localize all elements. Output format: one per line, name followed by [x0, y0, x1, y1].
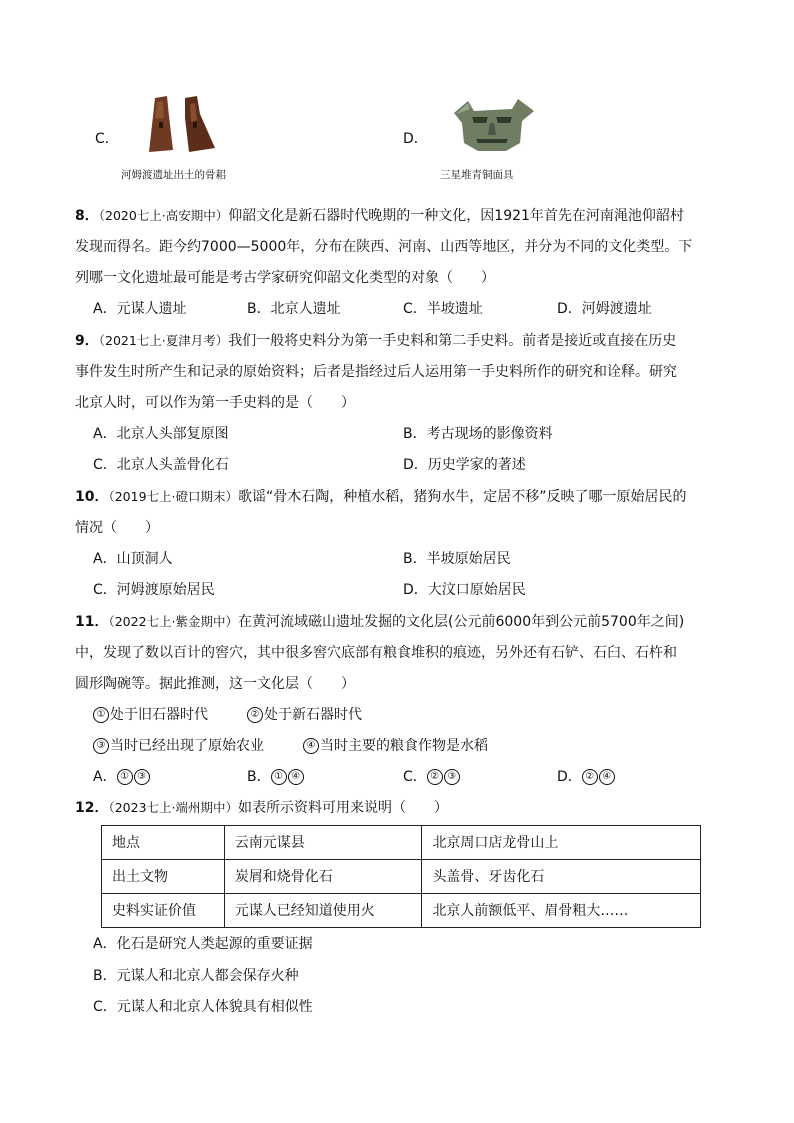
q10-option-b[interactable]: B．半坡原始居民: [403, 551, 511, 567]
circled-number: ②: [582, 769, 598, 785]
circled-number: ①: [93, 707, 109, 723]
q11-option-b[interactable]: [247, 767, 305, 787]
option-c-caption: 河姆渡遗址出土的骨耜: [121, 169, 226, 181]
q9-option-a[interactable]: A．北京人头部复原图: [93, 426, 229, 442]
bone-spade-image: [145, 92, 225, 156]
table-cell: 地点: [102, 826, 225, 860]
question-11-line-3: 圆形陶碗等。据此推测，这一文化层（ ）: [75, 676, 355, 692]
q10-option-a[interactable]: A．山顶洞人: [93, 551, 173, 567]
question-11-line-1: [75, 612, 684, 632]
option-label: C．: [403, 769, 427, 785]
q10-option-d[interactable]: D．大汶口原始居民: [403, 582, 526, 598]
table-cell: 元谋人已经知道使用火: [224, 894, 422, 928]
evidence-table: [101, 825, 701, 928]
q9-option-c[interactable]: C．北京人头盖骨化石: [93, 457, 229, 473]
question-9-line-1: [75, 331, 676, 351]
q10-option-c[interactable]: C．河姆渡原始居民: [93, 582, 215, 598]
question-number: 9．: [75, 333, 99, 349]
circled-number: ③: [93, 738, 109, 754]
circled-number: ③: [134, 769, 150, 785]
question-text: 歌谣“骨木石陶，种植水稻，猪狗水牛，定居不移”反映了哪一原始居民的: [238, 489, 687, 505]
q11-item-4: [303, 736, 488, 756]
circled-number: ④: [303, 738, 319, 754]
circled-number: ④: [599, 769, 615, 785]
table-cell: 北京周口店龙骨山上: [422, 826, 701, 860]
circled-number: ③: [444, 769, 460, 785]
question-text: 如表所示资料可用来说明（ ）: [238, 800, 449, 816]
q11-option-a[interactable]: [93, 767, 151, 787]
circled-number: ④: [288, 769, 304, 785]
question-source: （2020七上·高安期中）: [98, 208, 229, 223]
question-number: 11．: [75, 614, 109, 630]
question-8-line-1: [75, 206, 684, 226]
question-text: 在黄河流域磁山遗址发掘的文化层(公元前6000年到公元前5700年之间): [238, 614, 685, 630]
question-number: 12．: [75, 800, 109, 816]
bronze-mask-image: [448, 93, 538, 155]
item-text: 当时已经出现了原始农业: [110, 738, 264, 754]
q8-option-a[interactable]: A．元谋人遗址: [93, 301, 187, 317]
q8-option-b[interactable]: B．北京人遗址: [247, 301, 341, 317]
q11-item-3: [93, 736, 264, 756]
q11-item-2: [247, 705, 362, 725]
option-label: A．: [93, 769, 117, 785]
question-number: 10．: [75, 489, 109, 505]
table-cell: 头盖骨、牙齿化石: [422, 860, 701, 894]
table-cell: 史料实证价值: [102, 894, 225, 928]
q12-option-b[interactable]: B．元谋人和北京人都会保存火种: [93, 968, 299, 984]
q12-option-c[interactable]: C．元谋人和北京人体貌具有相似性: [93, 999, 313, 1015]
table-row: [102, 894, 701, 928]
option-c-label: C．: [95, 131, 119, 147]
question-9-line-3: 北京人时，可以作为第一手史料的是（ ）: [75, 395, 355, 411]
q8-option-d[interactable]: D．河姆渡遗址: [557, 301, 652, 317]
table-row: [102, 826, 701, 860]
question-text: 仰韶文化是新石器时代晚期的一种文化，因1921年首先在河南渑池仰韶村: [228, 208, 684, 224]
question-source: （2022七上·紫金期中）: [108, 614, 239, 629]
q9-option-d[interactable]: D．历史学家的著述: [403, 457, 526, 473]
item-text: 处于旧石器时代: [110, 707, 208, 723]
circled-number: ①: [271, 769, 287, 785]
question-source: （2019七上·磴口期末）: [108, 489, 239, 504]
option-label: D．: [557, 769, 582, 785]
circled-number: ①: [117, 769, 133, 785]
q11-option-c[interactable]: [403, 767, 461, 787]
question-number: 8．: [75, 208, 99, 224]
question-8-line-3: 列哪一文化遗址最可能是考古学家研究仰韶文化类型的对象（ ）: [75, 270, 495, 286]
question-11-line-2: 中，发现了数以百计的窖穴，其中很多窖穴底部有粮食堆积的痕迹，另外还有石铲、石臼、石杵和: [75, 645, 677, 661]
question-8-line-2: 发现而得名。距今约7000—5000年，分布在陕西、河南、山西等地区，并分为不同的文化类型。下: [75, 239, 693, 255]
question-source: （2021七上·夏津月考）: [98, 333, 229, 348]
table-cell: 云南元谋县: [224, 826, 422, 860]
question-10-line-2: 情况（ ）: [75, 520, 159, 536]
question-10-line-1: [75, 487, 687, 507]
table-cell: 出土文物: [102, 860, 225, 894]
table-row: [102, 860, 701, 894]
circled-number: ②: [247, 707, 263, 723]
q11-item-1: [93, 705, 208, 725]
question-source: （2023七上·端州期中）: [108, 800, 239, 815]
q8-option-c[interactable]: C．半坡遗址: [403, 301, 483, 317]
circled-number: ②: [427, 769, 443, 785]
option-d-caption: 三星堆青铜面具: [440, 169, 514, 181]
q9-option-b[interactable]: B．考古现场的影像资料: [403, 426, 553, 442]
q12-option-a[interactable]: A．化石是研究人类起源的重要证据: [93, 936, 313, 952]
question-12-line-1: [75, 798, 448, 818]
table-cell: 炭屑和烧骨化石: [224, 860, 422, 894]
option-d-label: D．: [403, 131, 428, 147]
item-text: 当时主要的粮食作物是水稻: [320, 738, 488, 754]
table-cell: 北京人前额低平、眉骨粗大……: [422, 894, 701, 928]
item-text: 处于新石器时代: [264, 707, 362, 723]
question-text: 我们一般将史料分为第一手史料和第二手史料。前者是接近或直接在历史: [228, 333, 677, 349]
q11-option-d[interactable]: [557, 767, 616, 787]
option-label: B．: [247, 769, 271, 785]
question-9-line-2: 事件发生时所产生和记录的原始资料；后者是指经过后人运用第一手史料所作的研究和诠释。研究: [75, 364, 677, 380]
